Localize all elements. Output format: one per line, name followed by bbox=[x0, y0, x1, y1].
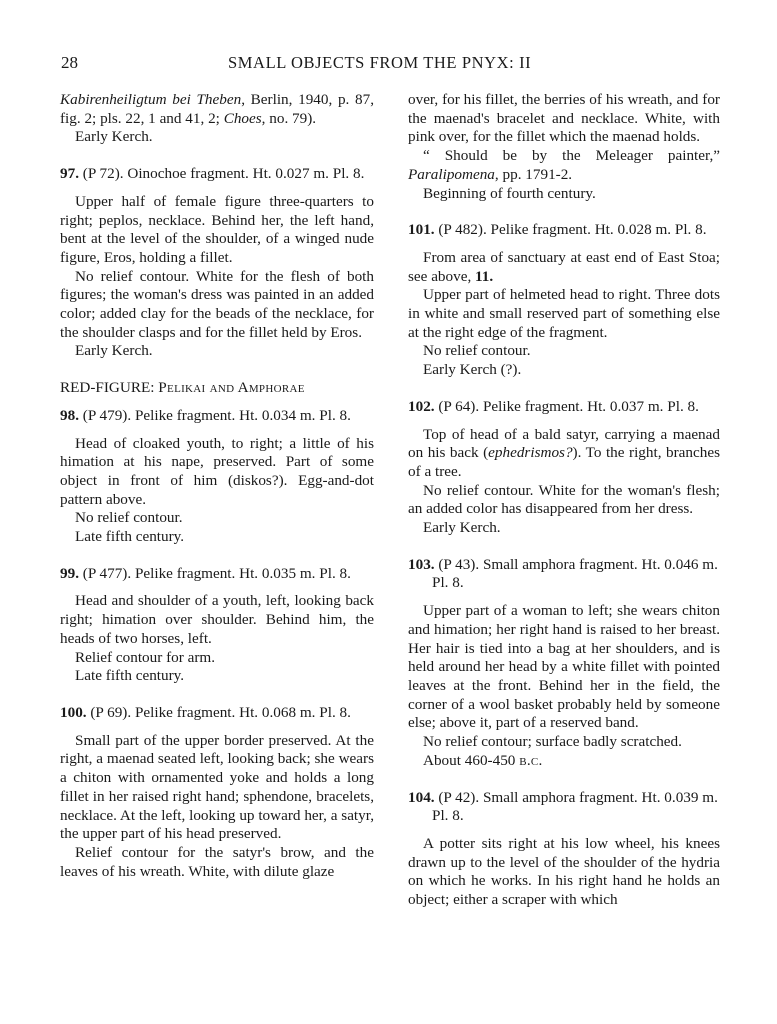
entry-97-date: Early Kerch. bbox=[75, 342, 153, 360]
entry-99 bbox=[60, 565, 374, 686]
entry-99-date: Late fifth century. bbox=[75, 667, 185, 685]
entry-101-head: 101. (P 482). Pelike fragment. Ht. 0.028 m. Pl. 8. bbox=[408, 221, 707, 239]
entry-98 bbox=[60, 407, 374, 547]
entry-104-description: A potter sits right at his low wheel, his knees drawn up to the level of the shoulder of the hydria on which he works. In his right hand he holds an object; either a scraper with which bbox=[408, 834, 720, 909]
entry-101 bbox=[408, 221, 720, 380]
entry-102-date: Early Kerch. bbox=[423, 519, 501, 537]
entry-97-technique: No relief contour. White for the flesh of both figures; the woman's dress was painted in an added color; added clay for the beads of the necklace, for the shoulder clasps and for the fillet held by Eros. bbox=[60, 267, 374, 341]
intro-date: Early Kerch. bbox=[75, 128, 153, 146]
entry-101-findspot: From area of sanctuary at east end of East Stoa; see above, 11. bbox=[408, 248, 720, 285]
entry-100-technique: Relief contour for the satyr's brow, and the leaves of his wreath. White, with dilute glaze bbox=[60, 843, 374, 880]
entry-103-head: 103. (P 43). Small amphora fragment. Ht. 0.046 m. Pl. 8. bbox=[408, 555, 718, 592]
entry-103-technique: No relief contour; surface badly scratched. bbox=[423, 733, 682, 751]
entry-103-description: Upper part of a woman to left; she wears chiton and himation; her right hand is raised to her breast. Her hair is tied into a bag at her shoulders, and is held around her head by a white fillet with pointed leaves at the front. Behind her in the field, the corner of a wool basket probably held by someone else; above it, part of a reserved band. bbox=[408, 602, 720, 732]
entry-99-technique: Relief contour for arm. bbox=[75, 648, 216, 666]
entry-97-head: 97. (P 72). Oinochoe fragment. Ht. 0.027 m. Pl. 8. bbox=[60, 165, 365, 183]
entry-104 bbox=[408, 789, 720, 910]
entry-104-head: 104. (P 42). Small amphora fragment. Ht. 0.039 m. Pl. 8. bbox=[408, 788, 718, 825]
left-column bbox=[60, 91, 374, 881]
entry-98-head: 98. (P 479). Pelike fragment. Ht. 0.034 m. Pl. 8. bbox=[60, 406, 351, 424]
entry-99-head: 99. (P 477). Pelike fragment. Ht. 0.035 m. Pl. 8. bbox=[60, 564, 351, 582]
entry-101-date: Early Kerch (?). bbox=[423, 361, 522, 379]
entry-98-date: Late fifth century. bbox=[75, 528, 185, 546]
entry-102-description: Top of head of a bald satyr, carrying a maenad on his back (ephedrismos?). To the right, branches of a tree. bbox=[408, 425, 720, 480]
entry-98-technique: No relief contour. bbox=[75, 509, 183, 527]
entry-97-description: Upper half of female figure three-quarters to right; peplos, necklace. Behind her, the left hand, bent at the level of the shoulder, of a winged nude figure, Eros, holding a fillet. bbox=[60, 192, 374, 266]
entry-100-description: Small part of the upper border preserved. At the right, a maenad seated left, looking back; she wears a chiton with ornamented yoke and holds a long fillet in her raised right hand; sphendone, bracelets, necklace. At the left, looking up toward her, a satyr, the upper part of his head preserved. bbox=[60, 731, 374, 843]
entry-100-head: 100. (P 69). Pelike fragment. Ht. 0.068 m. Pl. 8. bbox=[60, 703, 351, 721]
section-heading: RED-FIGURE: Pelikai and Amphorae bbox=[60, 379, 305, 397]
continuation-text: over, for his fillet, the berries of his wreath, and for the maenad's bracelet and necklace. White, with pink over, for the fillet which the maenad holds. bbox=[408, 91, 720, 146]
entry-98-description: Head of cloaked youth, to right; a little of his himation at his nape, preserved. Part of some object in front of him (diskos?). Egg-and-dot pattern above. bbox=[60, 434, 374, 508]
entry-102-head: 102. (P 64). Pelike fragment. Ht. 0.037 m. Pl. 8. bbox=[408, 397, 699, 415]
entry-102-technique: No relief contour. White for the woman's flesh; an added color has disappeared from her dress. bbox=[408, 481, 720, 518]
right-column bbox=[408, 91, 720, 910]
continuation-quote: “ Should be by the Meleager painter,” Paralipomena, pp. 1791-2. bbox=[408, 147, 720, 183]
intro-citation: Kabirenheiligtum bei Theben, Berlin, 1940, p. 87, fig. 2; pls. 22, 1 and 41, 2; Choes, no. 79). bbox=[60, 91, 374, 127]
entry-100-continuation bbox=[408, 91, 720, 203]
entry-101-technique: No relief contour. bbox=[423, 342, 531, 360]
page-number: 28 bbox=[61, 53, 78, 72]
entry-103-date: About 460-450 b.c. bbox=[423, 751, 543, 769]
entry-101-description: Upper part of helmeted head to right. Three dots in white and small reserved part of something else at the right edge of the fragment. bbox=[408, 286, 720, 341]
entry-97 bbox=[60, 165, 374, 361]
entry-102 bbox=[408, 398, 720, 538]
entry-99-description: Head and shoulder of a youth, left, looking back right; himation over shoulder. Behind him, the heads of two horses, left. bbox=[60, 592, 374, 647]
entry-103 bbox=[408, 556, 720, 771]
running-title: SMALL OBJECTS FROM THE PNYX: II bbox=[228, 53, 532, 72]
entry-100 bbox=[60, 704, 374, 881]
continuation-date: Beginning of fourth century. bbox=[423, 184, 596, 202]
